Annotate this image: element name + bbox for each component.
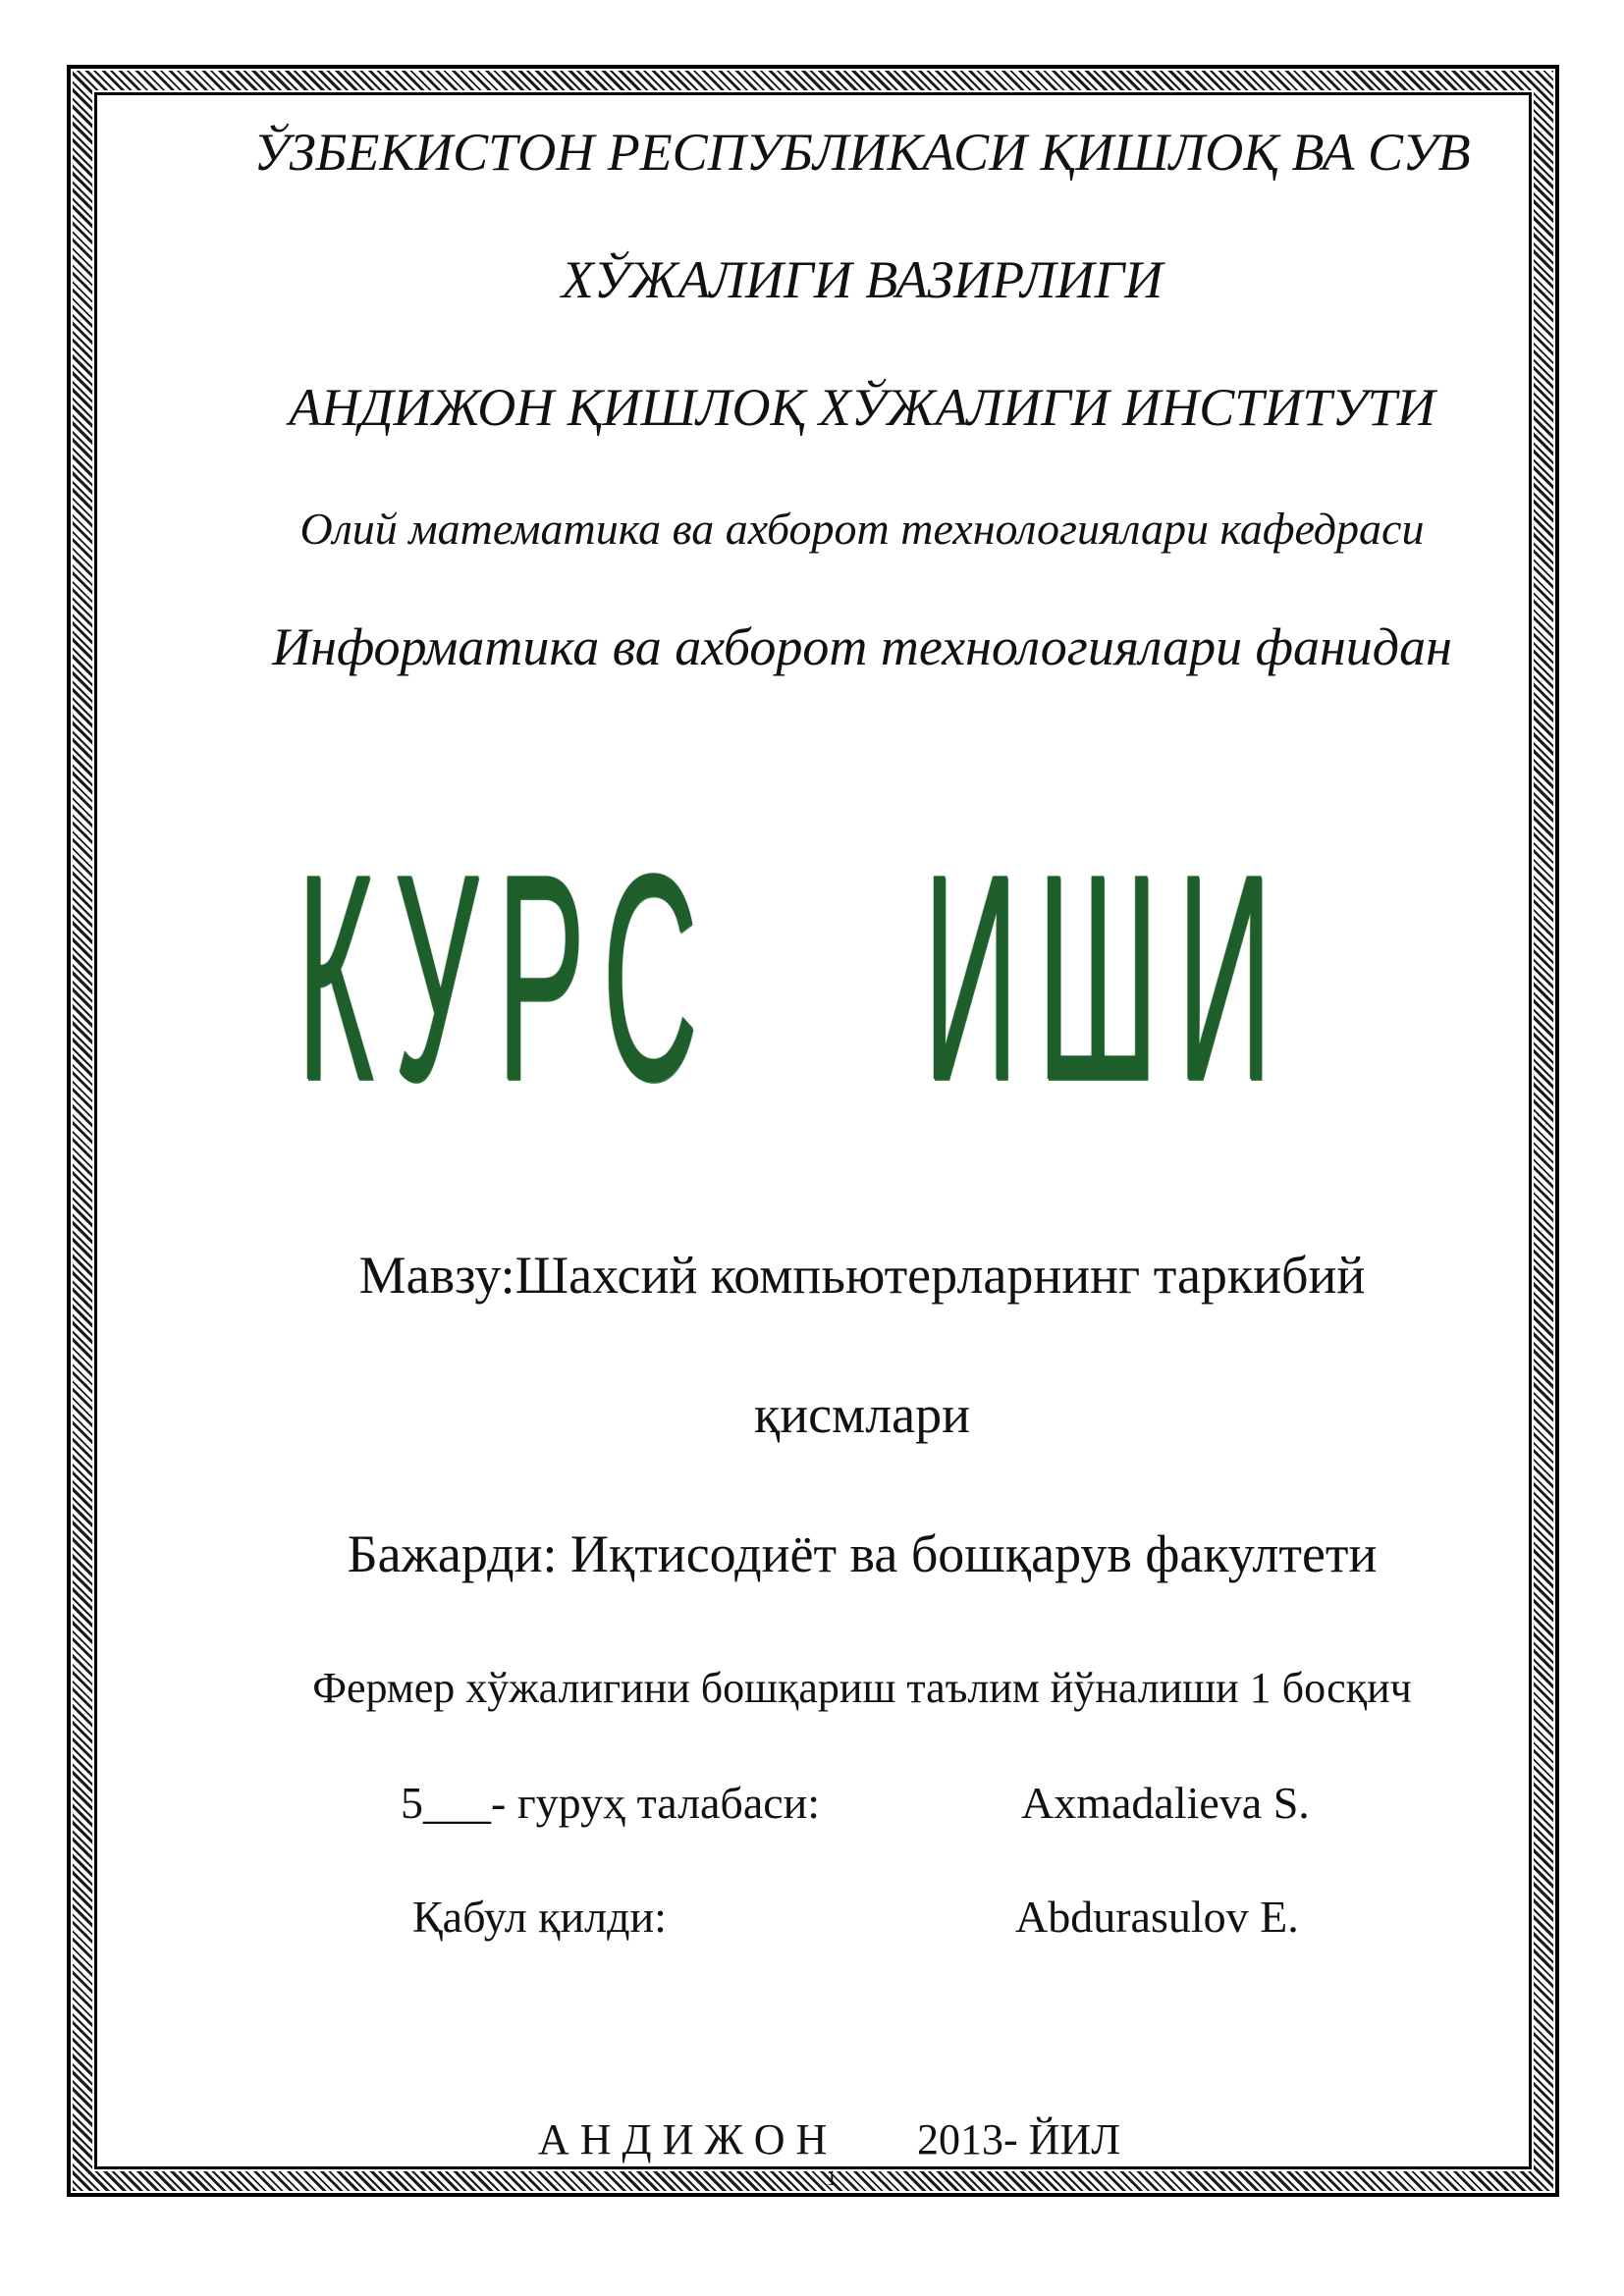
topic-line-2: қисмлари [753, 1385, 971, 1444]
city-name: А Н Д И Ж О Н [538, 2115, 828, 2163]
ministry-line-2: ХЎЖАЛИГИ ВАЗИРЛИГИ [561, 250, 1164, 309]
ministry-line-1: ЎЗБЕКИСТОН РЕСПУБЛИКАСИ ҚИШЛОҚ ВА СУВ [253, 123, 1471, 182]
title-word-ishi: ИШИ [923, 812, 1291, 1142]
accepted-label: Қабул қилди: [412, 1892, 667, 1942]
group-label: 5___- гуруҳ талабаси: [401, 1778, 821, 1828]
department-name: Олий математика ва ахборот технологиялари кафедраси [299, 504, 1425, 554]
performer-line: Бажарди: Иқтисодиёт ва бошқарув факултети [347, 1524, 1378, 1583]
topic-line-1: Мавзу:Шахсий компьютерларнинг таркибий [358, 1246, 1366, 1305]
course-work-title [285, 785, 1404, 1168]
study-direction: Фермер хўжалигини бошқариш таълим йўналиши 1 босқич [312, 1664, 1412, 1712]
student-name: Axmadalieva S. [1021, 1778, 1310, 1828]
subject-name: Информатика ва ахборот технологиялари фанидан [272, 617, 1452, 676]
title-word-kurs: КУРС [297, 812, 717, 1142]
page-number: 1 [826, 2165, 838, 2190]
institute-name: АНДИЖОН ҚИШЛОҚ ХЎЖАЛИГИ ИНСТИТУТИ [289, 378, 1435, 437]
teacher-name: Abdurasulov E. [1015, 1892, 1299, 1942]
year-label: 2013- ЙИЛ [917, 2115, 1121, 2163]
